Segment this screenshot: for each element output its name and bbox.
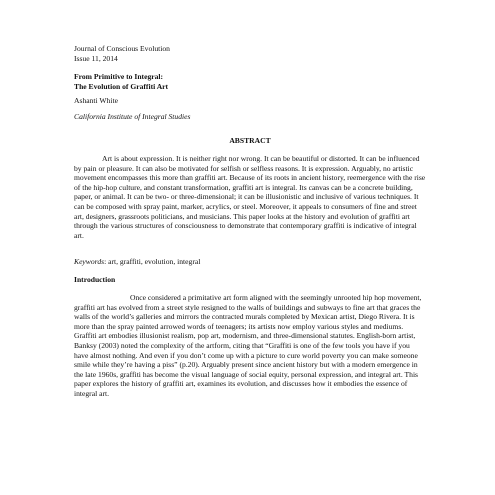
journal-issue: Issue 11, 2014 [74, 53, 118, 63]
introduction-paragraph: Once considered a primitative art form aligned with the seemingly unrooted hip hop movement, graffiti art has evolved from a street style resigned to the walls of buildings and subways to fine art that graces the walls of the world’s galleries and mirrors the contracted murals completed by Mexican artist, Diego Rivera. It is more than the spray painted arrowed words of teenagers; its artists now employ various styles and mediums. Graffiti art embodies illusionist realism, pop art, modernism, and three-dimensional statutes. English-born artist, Banksy (2003) noted the complexity of the artform, citing that “Graffiti is one of the few tools you have if you have almost nothing. And even if you don’t come up with a picture to cure world poverty you can make someone smile while they’re having a piss” (p.20). Arguably present since ancient history but with a modern emergence in the late 1960s, graffiti has become the visual language of social equity, personal expression, and integral art. This paper explores the history of graffiti art, examines its evolution, and discusses how it embodies the essence of integral art. [74, 293, 422, 398]
keywords-label: Keywords [74, 257, 105, 266]
keywords-line [74, 257, 426, 267]
article-title-line2: The Evolution of Graffiti Art [74, 81, 169, 91]
abstract-paragraph: Art is about expression. It is neither right nor wrong. It can be beautiful or distorted. It can be influenced by pain or pleasure. It can also be motivated for selfish or selfless reasons. It is expression. Arguably, no artistic movement encompasses this more than graffiti art. Because of its roots in ancient history, reemergence with the rise of the hip-hop culture, and constant transformation, graffiti art is integral. Its canvas can be a concrete building, paper, or animal. It can be two- or three-dimensional; it can be illusionistic and inclusive of various techniques. It can be composed with spray paint, marker, acrylics, or steel. Moreover, it appeals to consumers of fine and street art, designers, grassroots politicians, and musicians. This paper looks at the history and evolution of graffiti art through the various structures of consciousness to demonstrate that contemporary graffiti is indicative of integral art. [74, 154, 426, 240]
introduction-heading: Introduction [74, 275, 116, 284]
author-affiliation: California Institute of Integral Studies [74, 112, 191, 121]
article-title [74, 72, 426, 91]
abstract-heading: ABSTRACT [229, 136, 271, 145]
keywords-text: : art, graffiti, evolution, integral [104, 257, 201, 266]
introduction-body [74, 293, 426, 399]
abstract-body [74, 154, 426, 240]
journal-header [74, 44, 426, 63]
journal-name: Journal of Conscious Evolution [74, 44, 170, 53]
article-title-line1: From Primitive to Integral: [74, 72, 164, 81]
author-name: Ashanti White [74, 96, 118, 105]
